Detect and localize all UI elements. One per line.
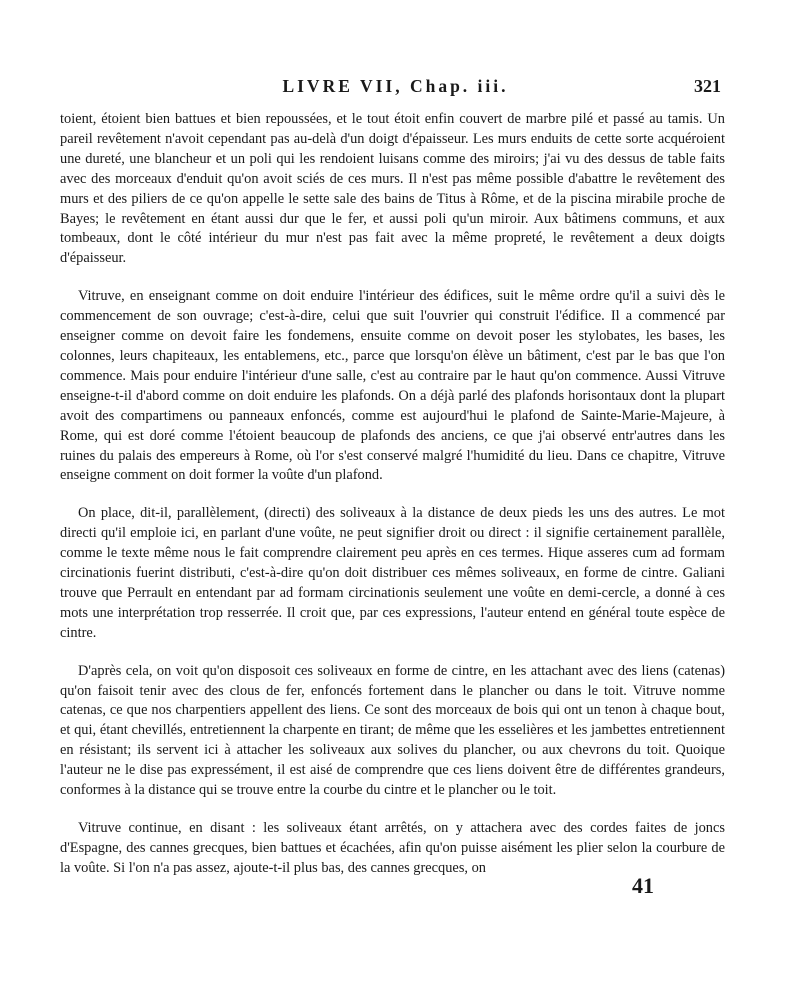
page-number: 321 — [694, 76, 721, 96]
paragraph-5: Vitruve continue, en disant : les soliveaux étant arrêtés, on y attachera avec des cordes faites de joncs d'Espagne, des cannes grecques, bien battues et écachées, afin qu'on puisse aisément les plier selon la courbure de la voûte. Si l'on n'a pas assez, ajoute-t-il plus bas, des cannes grecques, on — [60, 820, 725, 876]
page-header — [60, 76, 731, 100]
paragraph-3: On place, dit-il, parallèlement, (directi) des soliveaux à la distance de deux pieds les uns des autres. Le mot directi qu'il emploie ici, en parlant d'une voûte, ne peut signifier droit ou direct : il signifie certainement parallèle, comme le texte même nous le fait comprendre clairement peu après en ces termes. Hique asseres cum ad formam circinationis fuerint distributi, c'est-à-dire qu'on doit distribuer ces mêmes soliveaux, en forme de cintre. Galiani trouve que Perrault en entendant par ad formam circinationis seulement une voûte en demi-cercle, a donné à ces mots une interprétation trop resserrée. Il croit que, par ces expressions, l'auteur entend en général toute espèce de cintre. — [60, 505, 725, 641]
running-head: LIVRE VII, Chap. iii. — [282, 76, 509, 96]
paragraph-4: D'après cela, on voit qu'on disposoit ces soliveaux en forme de cintre, en les attachant avec des liens (catenas) qu'on faisoit tenir avec des clous de fer, enfoncés fortement dans le plancher ou dans le toit. Vitruve nomme catenas, ce que nos charpentiers appellent des liens. Ce sont des morceaux de bois qui ont un tenon à chaque bout, et qui, étant chevillés, entretiennent la charpente en tirant; de même que les esselières et les jambettes entretiennent en résistant; ils servent ici à attacher les soliveaux aux solives du plancher, ou aux chevrons du toit. Quoique l'auteur ne le dise pas expressément, il est aisé de comprendre que ces liens doivent être de différentes grandeurs, conformes à la distance qui se trouve entre la courbe du cintre et le plancher ou le toit. — [60, 662, 725, 799]
signature-mark: 41 — [632, 873, 654, 898]
body-text — [60, 110, 725, 879]
paragraph-2: Vitruve, en enseignant comme on doit enduire l'intérieur des édifices, suit le même ordre qu'il a suivi dès le commencement de son ouvrage; c'est-à-dire, celui que suit l'ouvrier qui construit l'édifice. Il a commencé par enseigner comme on devoit faire les fondemens, ensuite comme on devoit poser les stylobates, les bases, les colonnes, leurs chapiteaux, les entablemens, etc., parce que lorsqu'on élève un bâtiment, c'est par le bas que l'on commence. Mais pour enduire l'intérieur d'une salle, c'est au contraire par le haut qu'on commence. Aussi Vitruve enseigne-t-il d'abord comme on doit enduire les plafonds. On a déjà parlé des plafonds horisontaux dont la plupart avoit des compartimens ou panneaux enfoncés, comme est aujourd'hui le plafond de Sainte-Marie-Majeure, à Rome, qui est doré comme l'étoient beaucoup de plafonds des anciens, ce que j'ai observé entr'autres dans les ruines du palais des empereurs à Rome, où l'or s'est conservé malgré l'humidité du lieu. Dans ce chapitre, Vitruve enseigne comment on doit former la voûte d'un plafond. — [60, 288, 725, 484]
paragraph-1: toient, étoient bien battues et bien repoussées, et le tout étoit enfin couvert de marbre pilé et passé au tamis. Un pareil revêtement n'avoit cependant pas au-delà d'un doigt d'épaisseur. Les murs enduits de cette sorte acquéroient une dureté, une blancheur et un poli qui les rendoient luisans comme des miroirs; j'ai vu des dessus de table faits avec des morceaux d'enduit qu'on avoit sciés de ces murs. Il n'est pas même possible d'abattre le revêtement des murs et des piliers de ce qu'on appelle le sette sale des bains de Titus à Rôme, et de la piscina mirabile proche de Bayes; le revêtement en étant aussi dur que le fer, et aussi poli qu'un miroir. Aux bâtimens communs, et aux tombeaux, dont le côté intérieur du mur n'est pas fait avec la même propreté, le revêtement a deux doigts d'épaisseur. — [60, 111, 725, 267]
